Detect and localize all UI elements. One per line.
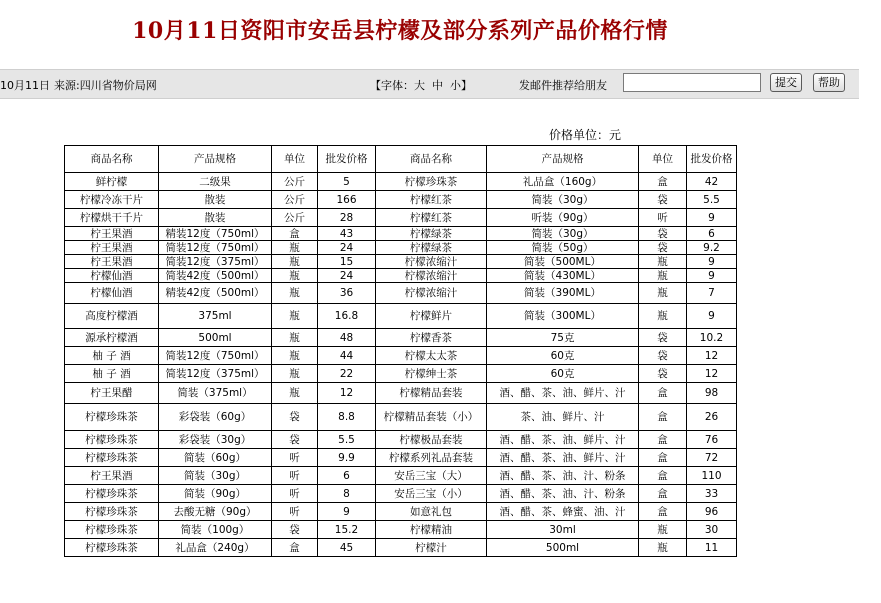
price-cell: 11: [687, 539, 737, 557]
price-cell: 5.5: [687, 191, 737, 209]
price-cell: 44: [318, 347, 376, 365]
product-spec-cell: 简装（100g）: [159, 521, 272, 539]
price-cell: 8: [318, 485, 376, 503]
unit-cell: 瓶: [272, 255, 318, 269]
table-row: [65, 227, 737, 241]
product-name-cell: 柠檬珍珠茶: [376, 173, 487, 191]
source-label: 来源:四川省物价局网: [54, 79, 157, 92]
unit-cell: 公斤: [272, 173, 318, 191]
product-spec-cell: 简装42度（500ml）: [159, 269, 272, 283]
table-row: [65, 347, 737, 365]
font-label: 【字体：: [370, 79, 414, 92]
product-name-cell: 柚 子 酒: [65, 365, 159, 383]
unit-cell: 瓶: [639, 269, 687, 283]
product-spec-cell: 简装（50g）: [487, 241, 639, 255]
unit-cell: 瓶: [639, 521, 687, 539]
unit-cell: 瓶: [272, 347, 318, 365]
publish-date: 10月11日: [0, 79, 50, 92]
product-spec-cell: 简装（60g）: [159, 449, 272, 467]
unit-cell: 盒: [639, 431, 687, 449]
product-name-cell: 柠檬精油: [376, 521, 487, 539]
product-name-cell: 柠王果醋: [65, 383, 159, 404]
price-cell: 10.2: [687, 329, 737, 347]
product-spec-cell: 礼品盒（240g）: [159, 539, 272, 557]
price-cell: 12: [687, 347, 737, 365]
product-spec-cell: 30ml: [487, 521, 639, 539]
price-cell: 5.5: [318, 431, 376, 449]
product-spec-cell: 酒、醋、茶、油、汁、粉条: [487, 485, 639, 503]
product-name-cell: 柠檬珍珠茶: [65, 449, 159, 467]
submit-button[interactable]: 提交: [770, 73, 802, 92]
unit-cell: 听: [272, 467, 318, 485]
product-spec-cell: 简装12度（750ml）: [159, 347, 272, 365]
product-spec-cell: 75克: [487, 329, 639, 347]
product-name-cell: 高度柠檬酒: [65, 304, 159, 329]
unit-cell: 盒: [639, 404, 687, 431]
product-spec-cell: 简装（30g）: [159, 467, 272, 485]
unit-cell: 瓶: [272, 304, 318, 329]
product-spec-cell: 简装（30g）: [487, 227, 639, 241]
unit-cell: 听: [272, 485, 318, 503]
product-name-cell: 柠檬汁: [376, 539, 487, 557]
unit-cell: 瓶: [272, 383, 318, 404]
product-name-cell: 柠檬浓缩汁: [376, 269, 487, 283]
price-cell: 9.2: [687, 241, 737, 255]
product-spec-cell: 酒、醋、茶、油、鲜片、汁: [487, 383, 639, 404]
table-row: [65, 539, 737, 557]
price-cell: 15.2: [318, 521, 376, 539]
article-toolbar: [0, 69, 859, 99]
font-size-control: [370, 77, 472, 93]
product-spec-cell: 简装12度（750ml）: [159, 241, 272, 255]
product-spec-cell: 60克: [487, 365, 639, 383]
unit-cell: 瓶: [272, 365, 318, 383]
product-spec-header-2: 产品规格: [487, 146, 639, 173]
table-row: [65, 255, 737, 269]
unit-cell: 袋: [639, 191, 687, 209]
price-cell: 9: [687, 304, 737, 329]
unit-cell: 听: [272, 503, 318, 521]
price-cell: 96: [687, 503, 737, 521]
product-name-cell: 柠檬珍珠茶: [65, 485, 159, 503]
price-cell: 45: [318, 539, 376, 557]
product-name-cell: 柠檬仙酒: [65, 269, 159, 283]
product-name-cell: 柠王果酒: [65, 227, 159, 241]
table-row: [65, 503, 737, 521]
unit-cell: 盒: [639, 383, 687, 404]
table-row: [65, 191, 737, 209]
price-unit-note: 价格单位：元: [549, 128, 622, 142]
unit-cell: 听: [639, 209, 687, 227]
unit-cell: 盒: [639, 503, 687, 521]
price-cell: 9: [687, 209, 737, 227]
wholesale-price-header-2: 批发价格: [687, 146, 737, 173]
product-name-cell: 源承柠檬酒: [65, 329, 159, 347]
product-name-cell: 柠王果酒: [65, 241, 159, 255]
unit-cell: 袋: [272, 521, 318, 539]
unit-cell: 公斤: [272, 191, 318, 209]
product-name-cell: 柠檬烘干千片: [65, 209, 159, 227]
product-spec-cell: 礼品盒（160g）: [487, 173, 639, 191]
price-cell: 8.8: [318, 404, 376, 431]
price-cell: 16.8: [318, 304, 376, 329]
price-cell: 28: [318, 209, 376, 227]
product-spec-cell: 简装（30g）: [487, 191, 639, 209]
table-row: [65, 304, 737, 329]
unit-header: 单位: [272, 146, 318, 173]
wholesale-price-header: 批发价格: [318, 146, 376, 173]
product-spec-cell: 酒、醋、茶、油、鲜片、汁: [487, 449, 639, 467]
price-cell: 9.9: [318, 449, 376, 467]
product-name-cell: 柚 子 酒: [65, 347, 159, 365]
table-row: [65, 521, 737, 539]
unit-cell: 瓶: [272, 241, 318, 255]
unit-cell: 瓶: [639, 539, 687, 557]
font-medium-link[interactable]: 中: [432, 79, 443, 92]
font-large-link[interactable]: 大: [414, 79, 425, 92]
product-name-cell: 安岳三宝（大）: [376, 467, 487, 485]
product-spec-header: 产品规格: [159, 146, 272, 173]
product-name-cell: 柠檬系列礼品套装: [376, 449, 487, 467]
unit-cell: 盒: [639, 449, 687, 467]
page-title: 10月11日资阳市安岳县柠檬及部分系列产品价格行情: [132, 18, 668, 44]
product-name-header-2: 商品名称: [376, 146, 487, 173]
product-spec-cell: 二级果: [159, 173, 272, 191]
price-cell: 24: [318, 269, 376, 283]
product-name-cell: 柠檬珍珠茶: [65, 539, 159, 557]
unit-cell: 盒: [639, 485, 687, 503]
product-spec-cell: 500ml: [487, 539, 639, 557]
unit-cell: 盒: [639, 467, 687, 485]
price-cell: 7: [687, 283, 737, 304]
table-row: [65, 431, 737, 449]
price-cell: 15: [318, 255, 376, 269]
help-button[interactable]: 帮助: [813, 73, 845, 92]
price-cell: 12: [318, 383, 376, 404]
product-spec-cell: 彩袋装（60g）: [159, 404, 272, 431]
unit-cell: 袋: [639, 329, 687, 347]
product-spec-cell: 散装: [159, 191, 272, 209]
price-cell: 22: [318, 365, 376, 383]
product-spec-cell: 散装: [159, 209, 272, 227]
unit-cell: 瓶: [639, 283, 687, 304]
unit-cell: 袋: [639, 347, 687, 365]
product-spec-cell: 酒、醋、茶、蜂蜜、油、汁: [487, 503, 639, 521]
table-row: [65, 241, 737, 255]
price-cell: 9: [318, 503, 376, 521]
price-cell: 76: [687, 431, 737, 449]
unit-cell: 瓶: [272, 269, 318, 283]
product-name-cell: 柠檬浓缩汁: [376, 283, 487, 304]
price-cell: 42: [687, 173, 737, 191]
unit-cell: 听: [272, 449, 318, 467]
table-row: [65, 365, 737, 383]
email-label: 发邮件推荐给朋友: [519, 79, 607, 92]
product-spec-cell: 简装12度（375ml）: [159, 255, 272, 269]
unit-header-2: 单位: [639, 146, 687, 173]
product-name-cell: 柠檬绿茶: [376, 241, 487, 255]
product-spec-cell: 酒、醋、茶、油、汁、粉条: [487, 467, 639, 485]
price-cell: 110: [687, 467, 737, 485]
table-header-row: [65, 146, 737, 173]
price-cell: 24: [318, 241, 376, 255]
product-spec-cell: 彩袋装（30g）: [159, 431, 272, 449]
table-row: [65, 467, 737, 485]
product-spec-cell: 听装（90g）: [487, 209, 639, 227]
product-spec-cell: 精装12度（750ml）: [159, 227, 272, 241]
product-name-cell: 柠王果酒: [65, 255, 159, 269]
table-row: [65, 283, 737, 304]
product-name-cell: 柠檬仙酒: [65, 283, 159, 304]
product-spec-cell: 去酸无糖（90g）: [159, 503, 272, 521]
table-row: [65, 383, 737, 404]
table-row: [65, 449, 737, 467]
product-name-cell: 柠檬珍珠茶: [65, 503, 159, 521]
product-spec-cell: 简装（90g）: [159, 485, 272, 503]
product-spec-cell: 375ml: [159, 304, 272, 329]
product-name-cell: 柠檬珍珠茶: [65, 521, 159, 539]
unit-cell: 公斤: [272, 209, 318, 227]
product-spec-cell: 简装（500ML）: [487, 255, 639, 269]
product-name-cell: 柠檬精品套装: [376, 383, 487, 404]
unit-cell: 瓶: [639, 304, 687, 329]
product-spec-cell: 简装（430ML）: [487, 269, 639, 283]
product-spec-cell: 酒、醋、茶、油、鲜片、汁: [487, 431, 639, 449]
product-spec-cell: 60克: [487, 347, 639, 365]
table-row: [65, 329, 737, 347]
product-name-cell: 柠檬精品套装（小）: [376, 404, 487, 431]
price-cell: 36: [318, 283, 376, 304]
unit-cell: 袋: [639, 241, 687, 255]
price-cell: 98: [687, 383, 737, 404]
price-cell: 33: [687, 485, 737, 503]
unit-cell: 盒: [272, 539, 318, 557]
product-name-cell: 安岳三宝（小）: [376, 485, 487, 503]
product-spec-cell: 500ml: [159, 329, 272, 347]
price-cell: 9: [687, 269, 737, 283]
product-name-cell: 柠檬绅士茶: [376, 365, 487, 383]
price-cell: 9: [687, 255, 737, 269]
table-row: [65, 209, 737, 227]
email-input[interactable]: [623, 73, 761, 92]
price-cell: 43: [318, 227, 376, 241]
unit-cell: 袋: [272, 404, 318, 431]
product-spec-cell: 简装12度（375ml）: [159, 365, 272, 383]
price-cell: 26: [687, 404, 737, 431]
product-name-cell: 柠檬香茶: [376, 329, 487, 347]
price-cell: 6: [318, 467, 376, 485]
font-small-link[interactable]: 小: [450, 79, 461, 92]
product-name-cell: 柠檬鲜片: [376, 304, 487, 329]
product-name-cell: 如意礼包: [376, 503, 487, 521]
product-name-header: 商品名称: [65, 146, 159, 173]
unit-cell: 瓶: [272, 329, 318, 347]
price-cell: 6: [687, 227, 737, 241]
product-name-cell: 鲜柠檬: [65, 173, 159, 191]
price-table: [64, 145, 737, 557]
product-spec-cell: 简装（390ML）: [487, 283, 639, 304]
product-name-cell: 柠檬极品套装: [376, 431, 487, 449]
unit-cell: 袋: [639, 365, 687, 383]
price-cell: 166: [318, 191, 376, 209]
table-body: [65, 173, 737, 557]
table-row: [65, 269, 737, 283]
product-name-cell: 柠檬绿茶: [376, 227, 487, 241]
product-name-cell: 柠檬红茶: [376, 191, 487, 209]
table-row: [65, 173, 737, 191]
product-name-cell: 柠檬太太茶: [376, 347, 487, 365]
price-cell: 30: [687, 521, 737, 539]
product-spec-cell: 简装（300ML）: [487, 304, 639, 329]
product-name-cell: 柠檬珍珠茶: [65, 431, 159, 449]
table-row: [65, 404, 737, 431]
unit-cell: 盒: [272, 227, 318, 241]
unit-cell: 袋: [272, 431, 318, 449]
unit-cell: 盒: [639, 173, 687, 191]
product-name-cell: 柠檬红茶: [376, 209, 487, 227]
price-cell: 72: [687, 449, 737, 467]
price-cell: 5: [318, 173, 376, 191]
product-spec-cell: 精装42度（500ml）: [159, 283, 272, 304]
product-name-cell: 柠檬冷冻干片: [65, 191, 159, 209]
price-cell: 48: [318, 329, 376, 347]
unit-cell: 瓶: [272, 283, 318, 304]
unit-cell: 袋: [639, 227, 687, 241]
product-spec-cell: 简装（375ml）: [159, 383, 272, 404]
font-close-bracket: 】: [461, 79, 472, 92]
price-cell: 12: [687, 365, 737, 383]
product-name-cell: 柠檬珍珠茶: [65, 404, 159, 431]
unit-cell: 瓶: [639, 255, 687, 269]
product-spec-cell: 茶、油、鲜片、汁: [487, 404, 639, 431]
table-row: [65, 485, 737, 503]
product-name-cell: 柠檬浓缩汁: [376, 255, 487, 269]
product-name-cell: 柠王果酒: [65, 467, 159, 485]
